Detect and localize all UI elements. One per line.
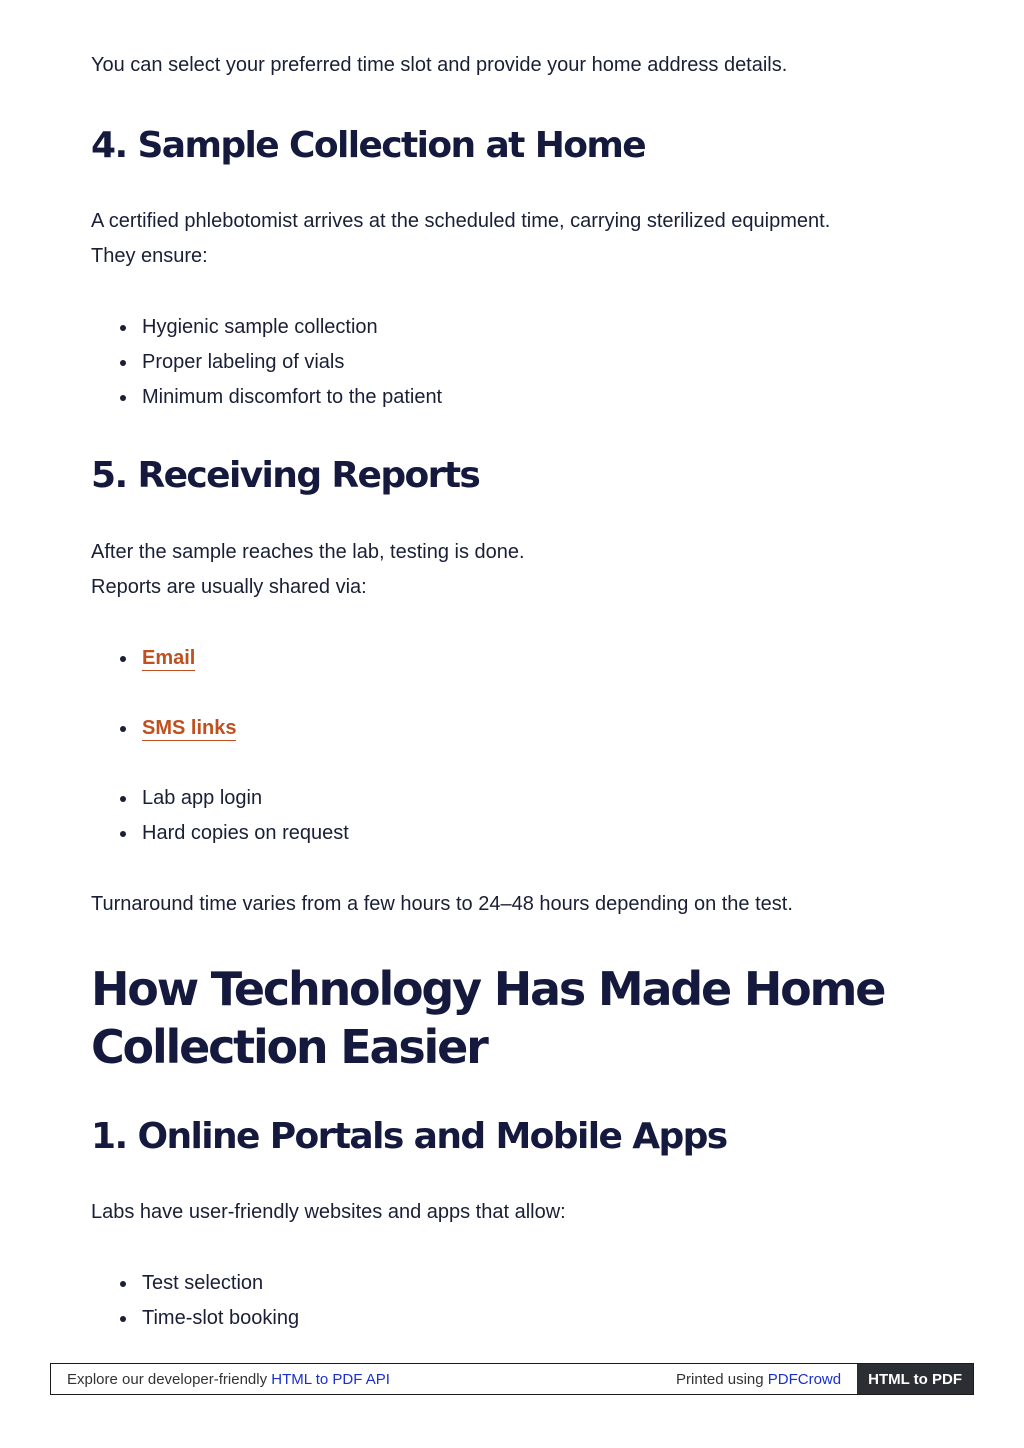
section-4-list — [91, 310, 442, 415]
section-4-line-1: A certified phlebotomist arrives at the scheduled time, carrying sterilized equipment. — [91, 210, 831, 232]
online-portals-paragraph: Labs have user-friendly websites and apps that allow: — [91, 1201, 566, 1223]
section-4-paragraph — [91, 204, 830, 274]
section-5-link-list-sms — [91, 711, 236, 746]
pdfcrowd-link[interactable]: PDFCrowd — [767, 1370, 842, 1388]
turnaround-paragraph: Turnaround time varies from a few hours to 24–48 hours depending on the test. — [91, 893, 793, 915]
footer-left — [51, 1371, 676, 1388]
online-portals-heading: 1. Online Portals and Mobile Apps — [91, 1116, 727, 1157]
list-item: Proper labeling of vials — [91, 345, 442, 380]
section-5-heading: 5. Receiving Reports — [91, 455, 480, 496]
list-item — [91, 711, 236, 746]
online-portals-list — [91, 1266, 299, 1336]
section-5-line-1: After the sample reaches the lab, testing is done. — [91, 541, 525, 563]
section-5-paragraph — [91, 535, 525, 605]
sms-links-link[interactable]: SMS links — [142, 717, 237, 739]
section-5-link-list-email — [91, 641, 195, 676]
email-link[interactable]: Email — [142, 647, 196, 669]
technology-heading-line-2: Collection Easier — [91, 1020, 487, 1074]
footer-left-text: Explore our developer-friendly — [67, 1370, 272, 1388]
list-item: Hard copies on request — [91, 816, 349, 851]
technology-heading-line-1: How Technology Has Made Home — [91, 962, 885, 1016]
list-item: Test selection — [91, 1266, 299, 1301]
list-item — [91, 641, 195, 676]
list-item: Minimum discomfort to the patient — [91, 380, 442, 415]
technology-heading — [91, 960, 884, 1076]
list-item: Time-slot booking — [91, 1301, 299, 1336]
footer-right-text: Printed using — [676, 1370, 768, 1388]
list-item: Hygienic sample collection — [91, 310, 442, 345]
section-5-list — [91, 781, 349, 851]
list-item: Lab app login — [91, 781, 349, 816]
pdf-footer-bar — [50, 1363, 974, 1395]
intro-paragraph: You can select your preferred time slot and provide your home address details. — [91, 54, 788, 76]
footer-right — [676, 1371, 857, 1388]
section-4-line-2: They ensure: — [91, 245, 208, 267]
section-5-line-2: Reports are usually shared via: — [91, 576, 367, 598]
section-4-heading: 4. Sample Collection at Home — [91, 125, 646, 166]
html-to-pdf-api-link[interactable]: HTML to PDF API — [271, 1370, 390, 1388]
html-to-pdf-badge[interactable]: HTML to PDF — [857, 1364, 973, 1394]
